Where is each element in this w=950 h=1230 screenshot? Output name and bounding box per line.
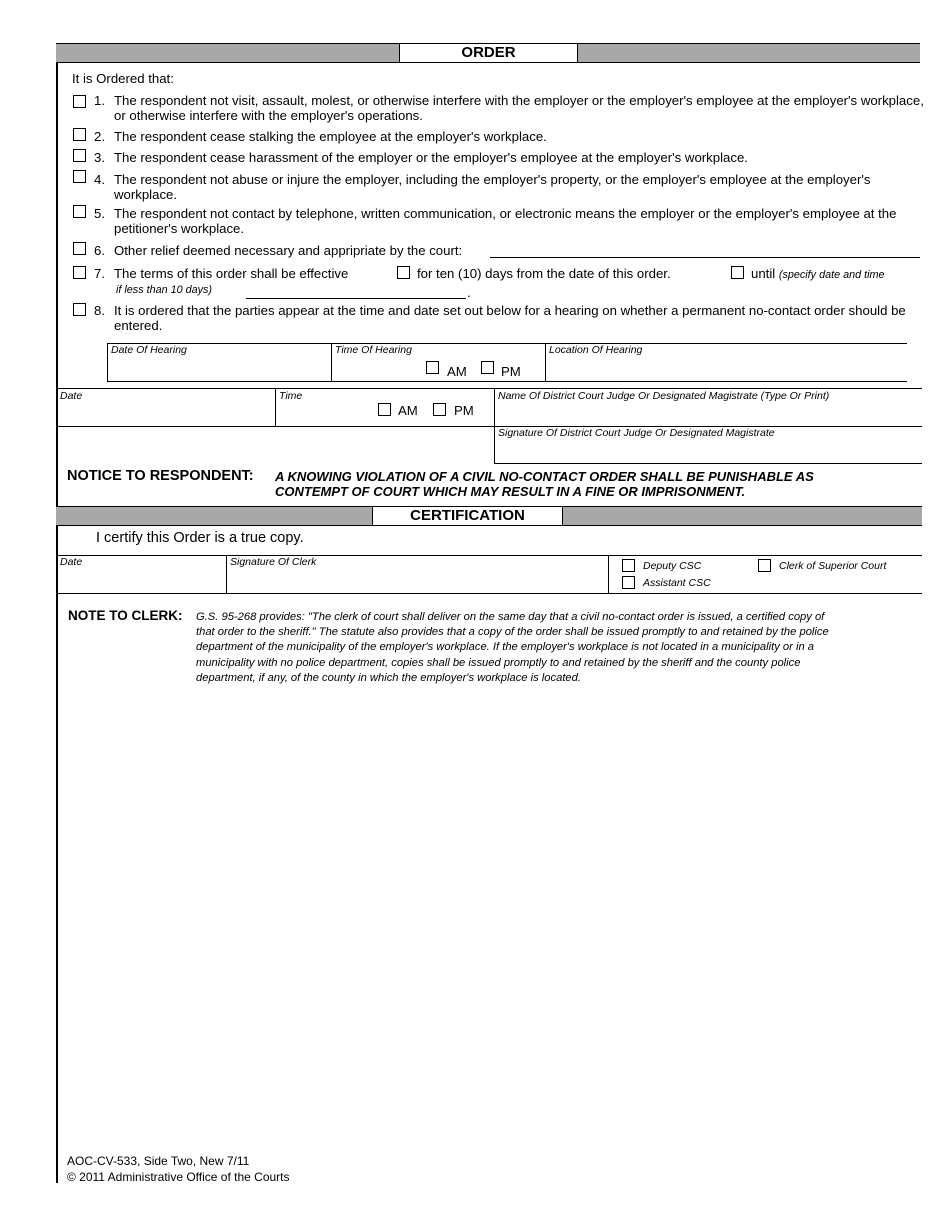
- sig-block-bottom: [494, 463, 922, 464]
- note-line: municipality with no police department, copies shall be issued promptly to and retained by the sheriff and the county police: [196, 656, 801, 669]
- ten-days-checkbox[interactable]: [397, 266, 410, 279]
- hearing-am-label: AM: [447, 364, 467, 379]
- clerk-block-top: [56, 555, 922, 556]
- clerk-signature-field[interactable]: Signature Of Clerk: [230, 556, 317, 568]
- other-relief-line[interactable]: [490, 257, 920, 258]
- form-id: AOC-CV-533, Side Two, New 7/11: [67, 1154, 250, 1168]
- hearing-am-checkbox[interactable]: [426, 361, 439, 374]
- hearing-time-field[interactable]: Time Of Hearing: [335, 344, 412, 356]
- note-line: G.S. 95-268 provides: "The clerk of court shall deliver on the same day that a civil no-contact order is issued, a certified copy of: [196, 611, 825, 623]
- hearing-date-field[interactable]: Date Of Hearing: [111, 344, 187, 356]
- clerk-superior-checkbox[interactable]: [758, 559, 771, 572]
- clerk-block-bottom: [56, 593, 922, 594]
- until-checkbox[interactable]: [731, 266, 744, 279]
- order-intro: It is Ordered that:: [72, 71, 174, 86]
- deputy-csc-label: Deputy CSC: [643, 560, 702, 572]
- sig-divider-1: [275, 388, 276, 427]
- until-option: until (specify date and time: [751, 266, 885, 281]
- item-6-checkbox[interactable]: [73, 242, 86, 255]
- note-line: department, if any, of the county in which the employer's workplace is located.: [196, 671, 581, 684]
- ten-days-option: for ten (10) days from the date of this order.: [417, 266, 671, 281]
- order-title: ORDER: [399, 44, 578, 62]
- deputy-csc-checkbox[interactable]: [622, 559, 635, 572]
- item-4-checkbox[interactable]: [73, 170, 86, 183]
- note-line: that order to the sheriff." The statute also provides that a copy of the order shall be issued promptly to and retained by the police: [196, 626, 829, 639]
- sig-divider-2: [494, 388, 495, 464]
- certification-header-bar: [56, 506, 922, 526]
- hearing-location-field[interactable]: Location Of Hearing: [549, 344, 643, 356]
- order-date-field[interactable]: Date: [60, 390, 83, 402]
- sig-block-top: [56, 388, 922, 389]
- assistant-csc-checkbox[interactable]: [622, 576, 635, 589]
- order-time-field[interactable]: Time: [279, 390, 303, 402]
- item-2-checkbox[interactable]: [73, 128, 86, 141]
- notice-heading: NOTICE TO RESPONDENT:: [67, 468, 254, 484]
- hearing-divider-1: [331, 343, 332, 382]
- order-pm-checkbox[interactable]: [433, 403, 446, 416]
- order-pm-label: PM: [454, 403, 474, 418]
- certification-statement: I certify this Order is a true copy.: [96, 530, 304, 546]
- note-to-clerk-body: [196, 610, 916, 686]
- certification-title: CERTIFICATION: [372, 507, 563, 525]
- cert-date-field[interactable]: Date: [60, 556, 83, 568]
- until-date-line[interactable]: [246, 298, 466, 299]
- judge-name-field[interactable]: Name Of District Court Judge Or Designated Magistrate (Type Or Print): [498, 390, 830, 402]
- item-3-checkbox[interactable]: [73, 149, 86, 162]
- copyright: © 2011 Administrative Office of the Courts: [67, 1170, 290, 1184]
- item-5-checkbox[interactable]: [73, 205, 86, 218]
- order-am-label: AM: [398, 403, 418, 418]
- order-header-bar: [56, 43, 920, 63]
- clerk-divider-2: [608, 555, 609, 594]
- note-to-clerk-heading: NOTE TO CLERK:: [68, 608, 183, 623]
- hearing-pm-checkbox[interactable]: [481, 361, 494, 374]
- hearing-box-top: [107, 343, 907, 344]
- notice-line-1: A KNOWING VIOLATION OF A CIVIL NO-CONTACT ORDER SHALL BE PUNISHABLE AS: [275, 469, 814, 484]
- clerk-superior-label: Clerk of Superior Court: [779, 560, 887, 572]
- judge-signature-field[interactable]: Signature Of District Court Judge Or Designated Magistrate: [498, 427, 775, 439]
- hearing-box-left: [107, 343, 108, 382]
- notice-line-2: CONTEMPT OF COURT WHICH MAY RESULT IN A FINE OR IMPRISONMENT.: [275, 484, 746, 499]
- hearing-pm-label: PM: [501, 364, 521, 379]
- item-7-note: if less than 10 days): [116, 284, 213, 296]
- order-am-checkbox[interactable]: [378, 403, 391, 416]
- hearing-divider-2: [545, 343, 546, 382]
- clerk-divider-1: [226, 555, 227, 594]
- sig-block-mid: [56, 426, 922, 427]
- item-7-period: .: [467, 285, 471, 300]
- assistant-csc-label: Assistant CSC: [643, 577, 711, 589]
- item-7-checkbox[interactable]: [73, 266, 86, 279]
- left-border: [56, 43, 58, 1183]
- item-8-checkbox[interactable]: [73, 303, 86, 316]
- hearing-box-bottom: [107, 381, 907, 382]
- note-line: department of the municipality of the employer's workplace. If the employer's workplace is not located in a municipality or in a: [196, 641, 815, 654]
- item-1-checkbox[interactable]: [73, 95, 86, 108]
